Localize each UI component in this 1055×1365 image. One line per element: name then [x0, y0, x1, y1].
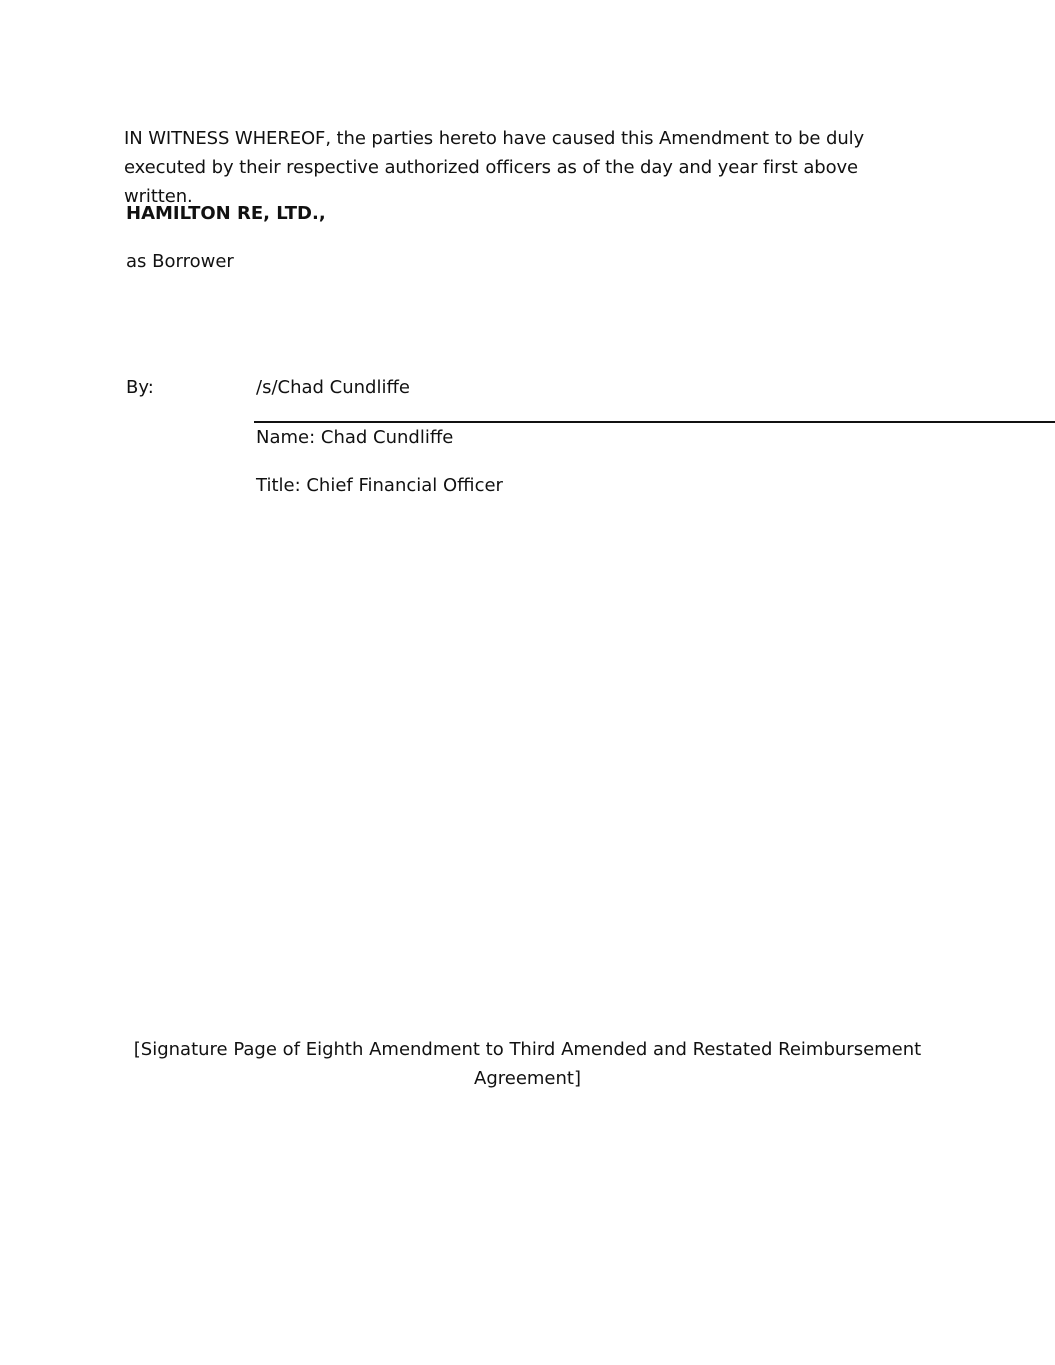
- signatory-name: Name: Chad Cundliffe: [256, 427, 454, 448]
- signatory-title: Title: Chief Financial Officer: [256, 475, 503, 496]
- company-name: HAMILTON RE, LTD.,: [126, 203, 326, 224]
- signature-line-divider: [254, 421, 1055, 423]
- party-role: as Borrower: [126, 251, 234, 272]
- signature-text: /s/Chad Cundliffe: [256, 377, 410, 398]
- signature-page-caption: [Signature Page of Eighth Amendment to Third Amended and Restated Reimbursement Agreement]: [133, 1039, 922, 1089]
- signature-by-label: By:: [126, 377, 154, 398]
- witness-paragraph: IN WITNESS WHEREOF, the parties hereto have caused this Amendment to be duly executed by their respective authorized officers as of the day and year first above written.: [124, 128, 865, 207]
